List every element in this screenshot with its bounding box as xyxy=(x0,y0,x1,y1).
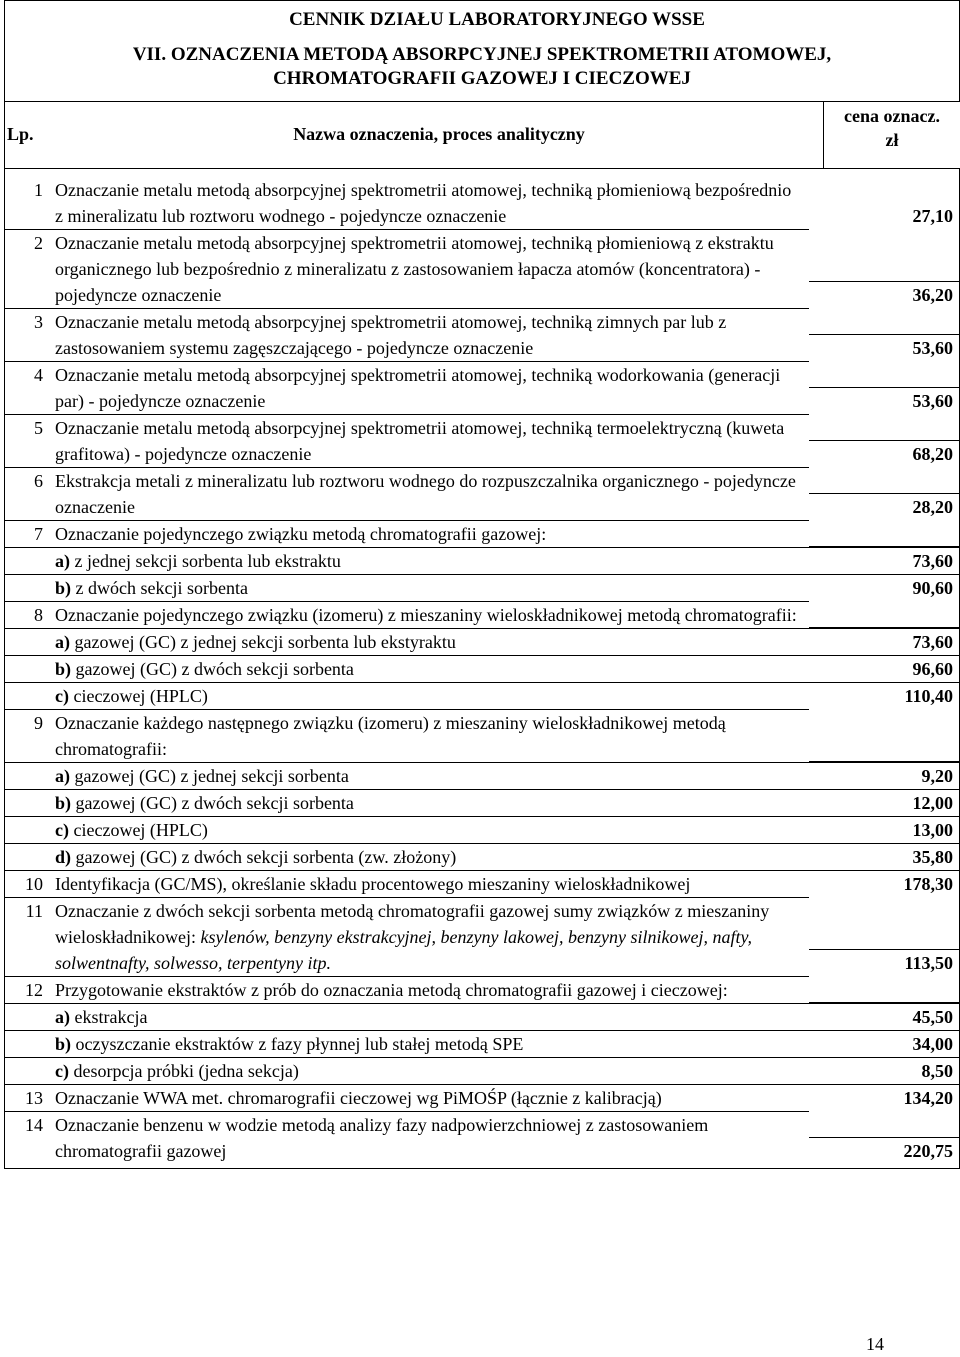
page-title: CENNIK DZIAŁU LABORATORYJNEGO WSSE xyxy=(289,9,705,30)
item-price: 45,50 xyxy=(809,1003,959,1030)
item-price: 90,60 xyxy=(809,574,959,601)
item-description-italic: ksylenów, benzyny ekstrakcyjnej, benzyny lakowej, benzyny silnikowej, nafty, solwentnafty, solwesso, terpentyny itp. xyxy=(55,927,752,973)
item-number: 8 xyxy=(5,601,55,628)
item-number: 7 xyxy=(5,520,55,547)
item-description xyxy=(55,574,809,601)
item-description xyxy=(55,229,809,308)
column-header-price-line-2: zł xyxy=(885,130,899,150)
table-row xyxy=(5,897,959,976)
item-price: 34,00 xyxy=(809,1030,959,1057)
item-description-text: Identyfikacja (GC/MS), określanie składu procentowego mieszaniny wieloskładnikowej xyxy=(55,874,691,894)
item-description-text: Oznaczanie metalu metodą absorpcyjnej spektrometrii atomowej, techniką termoelektryczną (kuweta grafitowa) - pojedyncze oznaczenie xyxy=(55,418,785,464)
item-description-text: desorpcja próbki (jedna sekcja) xyxy=(68,1061,299,1081)
item-number: 9 xyxy=(5,709,55,736)
column-header-price-line-1: cena oznacz. xyxy=(844,106,940,126)
subitem-letter: a) xyxy=(55,551,70,571)
item-description xyxy=(55,789,809,816)
item-description-text: Oznaczanie metalu metodą absorpcyjnej spektrometrii atomowej, techniką wodorkowania (generacji par) - pojedyncze oznaczenie xyxy=(55,365,781,411)
item-number: 14 xyxy=(5,1111,55,1138)
subitem-letter: a) xyxy=(55,766,70,786)
item-description xyxy=(55,520,809,547)
section-title xyxy=(5,39,959,101)
subitem-letter: c) xyxy=(55,1061,69,1081)
item-description-text: cieczowej (HPLC) xyxy=(68,820,208,840)
item-description xyxy=(55,1084,809,1111)
price-table xyxy=(4,168,960,1169)
item-description-text: ekstrakcja xyxy=(70,1007,148,1027)
item-number: 6 xyxy=(5,467,55,494)
item-price: 8,50 xyxy=(809,1057,959,1084)
item-price: 9,20 xyxy=(809,762,959,789)
table-subrow xyxy=(5,789,959,816)
header xyxy=(4,0,960,101)
item-price: 53,60 xyxy=(809,387,959,414)
item-number xyxy=(5,547,55,548)
table-row xyxy=(5,361,959,414)
item-description-text: gazowej (GC) z dwóch sekcji sorbenta xyxy=(71,793,354,813)
table-subrow xyxy=(5,574,959,601)
subitem-letter: a) xyxy=(55,1007,70,1027)
item-description-text: gazowej (GC) z jednej sekcji sorbenta lub ekstyraktu xyxy=(70,632,456,652)
table-row xyxy=(5,601,959,628)
item-description xyxy=(55,682,809,709)
item-price: 220,75 xyxy=(809,1137,959,1164)
item-description xyxy=(55,177,809,229)
item-number xyxy=(5,628,55,629)
item-description-text: Oznaczanie metalu metodą absorpcyjnej spektrometrii atomowej, techniką płomieniową bezpośrednio z mineralizatu lub roztworu wodnego - pojedyncze oznaczenie xyxy=(55,180,792,226)
table-subrow xyxy=(5,655,959,682)
item-description-text: Oznaczanie metalu metodą absorpcyjnej spektrometrii atomowej, techniką płomieniową z ekstraktu organicznego lub bezpośrednio z mineralizatu z zastosowaniem łapacza atomów (koncentratora) - pojedyncze oznaczenie xyxy=(55,233,774,305)
item-number xyxy=(5,655,55,656)
section-title-line-2: CHROMATOGRAFII GAZOWEJ I CIECZOWEJ xyxy=(273,68,691,89)
item-price: 12,00 xyxy=(809,789,959,816)
item-description-text: Oznaczanie benzenu w wodzie metodą analizy fazy nadpowierzchniowej z zastosowaniem chromatografii gazowej xyxy=(55,1115,709,1161)
item-price: 113,50 xyxy=(809,949,959,976)
subitem-letter: c) xyxy=(55,820,69,840)
item-description xyxy=(55,414,809,467)
item-price: 68,20 xyxy=(809,440,959,467)
item-description xyxy=(55,870,809,897)
item-description xyxy=(55,655,809,682)
item-number: 2 xyxy=(5,229,55,256)
item-number xyxy=(5,816,55,817)
table-subrow xyxy=(5,816,959,843)
column-header-lp: Lp. xyxy=(7,124,34,144)
item-description xyxy=(55,1111,809,1164)
item-description xyxy=(55,547,809,574)
item-price: 73,60 xyxy=(809,547,959,574)
section-title-line-1: VII. OZNACZENIA METODĄ ABSORPCYJNEJ SPEKTROMETRII ATOMOWEJ, xyxy=(132,44,832,65)
price-list-page xyxy=(4,0,960,1169)
subitem-letter: b) xyxy=(55,659,72,679)
item-description xyxy=(55,709,809,762)
table-subrow xyxy=(5,682,959,709)
item-description xyxy=(55,762,809,789)
item-description xyxy=(55,308,809,361)
column-header-price xyxy=(824,102,960,168)
column-header-name: Nazwa oznaczenia, proces analityczny xyxy=(55,102,824,168)
table-row xyxy=(5,177,959,229)
table-subrow xyxy=(5,628,959,655)
item-price: 35,80 xyxy=(809,843,959,870)
item-description-text: Oznaczanie WWA met. chromarografii cieczowej wg PiMOŚP (łącznie z kalibracją) xyxy=(55,1088,662,1108)
subitem-letter: a) xyxy=(55,632,70,652)
item-number: 10 xyxy=(5,870,55,897)
item-number: 3 xyxy=(5,308,55,335)
item-number xyxy=(5,574,55,575)
item-number: 4 xyxy=(5,361,55,388)
item-number xyxy=(5,762,55,763)
table-row xyxy=(5,520,959,547)
item-description-text: gazowej (GC) z jednej sekcji sorbenta xyxy=(70,766,349,786)
item-price: 96,60 xyxy=(809,655,959,682)
item-number: 13 xyxy=(5,1084,55,1111)
item-description xyxy=(55,467,809,520)
table-subrow xyxy=(5,1003,959,1030)
item-description xyxy=(55,628,809,655)
table-row xyxy=(5,976,959,1003)
item-price: 73,60 xyxy=(809,628,959,655)
item-number xyxy=(5,789,55,790)
item-description-text: oczyszczanie ekstraktów z fazy płynnej lub stałej metodą SPE xyxy=(71,1034,524,1054)
item-description-text: gazowej (GC) z dwóch sekcji sorbenta xyxy=(71,659,354,679)
table-subrow xyxy=(5,762,959,789)
item-description xyxy=(55,361,809,414)
item-price: 36,20 xyxy=(809,281,959,308)
item-price: 53,60 xyxy=(809,334,959,361)
table-subrow xyxy=(5,1057,959,1084)
table-header xyxy=(4,101,960,168)
item-number xyxy=(5,1030,55,1031)
item-price: 134,20 xyxy=(809,1084,959,1111)
item-description xyxy=(55,897,809,976)
item-description xyxy=(55,843,809,870)
item-price: 110,40 xyxy=(809,682,959,709)
item-number xyxy=(5,682,55,683)
item-price: 178,30 xyxy=(809,870,959,897)
item-description-text: Oznaczanie z dwóch sekcji sorbenta metodą chromatografii gazowej sumy związków z mieszaniny wieloskładnikowej: xyxy=(55,901,770,947)
table-row xyxy=(5,1084,959,1111)
item-description xyxy=(55,601,809,628)
item-description xyxy=(55,1057,809,1084)
item-number: 12 xyxy=(5,976,55,1003)
table-row xyxy=(5,308,959,361)
subitem-letter: c) xyxy=(55,686,69,706)
item-number xyxy=(5,843,55,844)
table-row xyxy=(5,229,959,308)
item-description-text: Przygotowanie ekstraktów z prób do oznaczania metodą chromatografii gazowej i cieczowej: xyxy=(55,980,728,1000)
item-description-text: cieczowej (HPLC) xyxy=(68,686,208,706)
item-description xyxy=(55,976,809,1003)
table-row xyxy=(5,1111,959,1164)
subitem-letter: b) xyxy=(55,793,72,813)
item-description-text: Ekstrakcja metali z mineralizatu lub roztworu wodnego do rozpuszczalnika organicznego - pojedyncze oznaczenie xyxy=(55,471,796,517)
item-price: 28,20 xyxy=(809,493,959,520)
subitem-letter: b) xyxy=(55,1034,72,1054)
table-row xyxy=(5,870,959,897)
subitem-letter: d) xyxy=(55,847,72,867)
item-description xyxy=(55,816,809,843)
item-number xyxy=(5,1057,55,1058)
table-subrow xyxy=(5,547,959,574)
subitem-letter: b) xyxy=(55,578,72,598)
item-price: 13,00 xyxy=(809,816,959,843)
table-subrow xyxy=(5,843,959,870)
item-number: 1 xyxy=(34,180,43,200)
item-description-text: gazowej (GC) z dwóch sekcji sorbenta (zw. złożony) xyxy=(71,847,457,867)
item-description xyxy=(55,1030,809,1057)
item-description-text: Oznaczanie pojedynczego związku (izomeru) z mieszaniny wieloskładnikowej metodą chromatografii: xyxy=(55,605,797,625)
table-row xyxy=(5,414,959,467)
item-description xyxy=(55,1003,809,1030)
page-number: 14 xyxy=(866,1334,884,1354)
item-number: 5 xyxy=(5,414,55,441)
item-description-text: Oznaczanie każdego następnego związku (izomeru) z mieszaniny wieloskładnikowej metodą chromatografii: xyxy=(55,713,726,759)
item-description-text: Oznaczanie pojedynczego związku metodą chromatografii gazowej: xyxy=(55,524,547,544)
item-number xyxy=(5,1003,55,1004)
item-price: 27,10 xyxy=(912,206,953,226)
table-subrow xyxy=(5,1030,959,1057)
item-number: 11 xyxy=(5,897,55,924)
item-description-text: Oznaczanie metalu metodą absorpcyjnej spektrometrii atomowej, techniką zimnych par lub z zastosowaniem systemu zagęszczającego - pojedyncze oznaczenie xyxy=(55,312,727,358)
item-description-text: z dwóch sekcji sorbenta xyxy=(71,578,248,598)
table-row xyxy=(5,709,959,762)
table-row xyxy=(5,467,959,520)
item-description-text: z jednej sekcji sorbenta lub ekstraktu xyxy=(70,551,341,571)
